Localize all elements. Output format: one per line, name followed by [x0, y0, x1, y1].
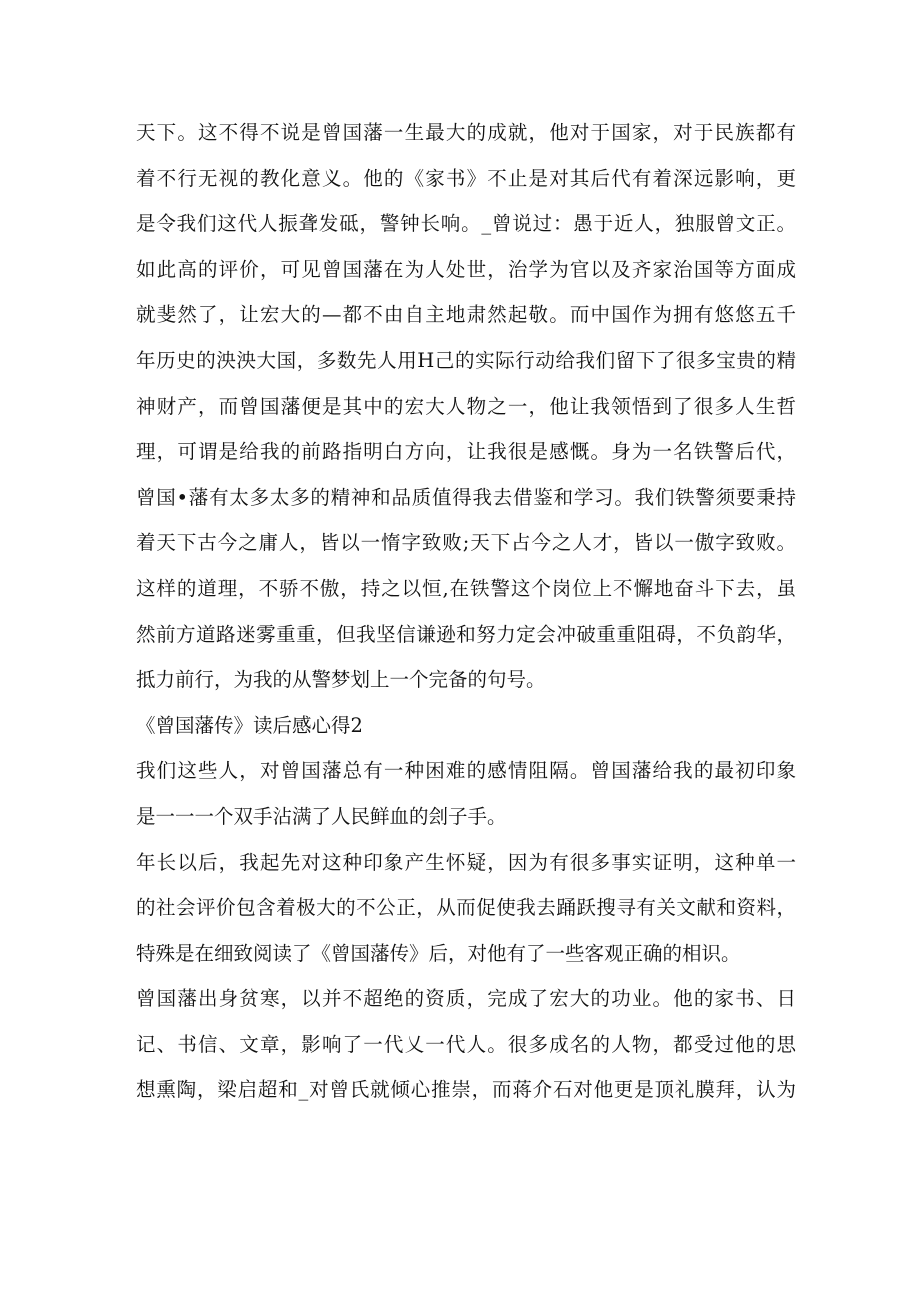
paragraph-1-line-10: 着天下古今之庸人，皆以一惰字致败;天下占今之人才，皆以一傲字致败。: [136, 531, 796, 555]
paragraph-1-line-4: 如此高的评价，可见曾国藩在为人处世，治学为官以及齐家治国等方面成: [136, 257, 796, 281]
paragraph-4-line-1: 曾国藩出身贫寒，以并不超绝的资质，完成了宏大的功业。他的家书、日: [136, 987, 796, 1011]
paragraph-1-line-5: 就斐然了，让宏大的—都不由自主地肃然起敬。而中国作为拥有悠悠五千: [136, 303, 796, 327]
paragraph-3-line-1: 年长以后，我起先对这种印象产生怀疑，因为有很多事实证明，这种单一: [136, 850, 796, 874]
section-heading: 《曾国藩传》读后感心得2: [136, 713, 363, 737]
article-body: [136, 110, 796, 1113]
paragraph-3-line-2: 的社会评价包含着极大的不公正，从而促使我去踊跃搜寻有关文献和资料，: [136, 896, 796, 920]
paragraph-2-line-2: 是一一一个双手沾满了人民鲜血的刽子手。: [136, 804, 507, 828]
paragraph-4-line-2: 记、书信、文章，影响了一代乂一代人。很多成名的人物，都受过他的思: [136, 1032, 796, 1056]
paragraph-1-line-9: 曾国•藩有太多太多的精神和品质值得我去借鉴和学习。我们铁警须要秉持: [136, 485, 796, 509]
paragraph-4-line-3: 想熏陶，梁启超和_对曾氏就倾心推崇，而蒋介石对他更是顶礼膜拜，认为: [136, 1078, 796, 1102]
paragraph-1-line-12: 然前方道路迷雾重重，但我坚信谦逊和努力定会冲破重重阻碍，不负韵华，: [136, 622, 796, 646]
paragraph-3-line-3: 特殊是在细致阅读了《曾国藩传》后，对他有了一些客观正确的相识。: [136, 941, 741, 965]
paragraph-1-line-8: 理，可谓是给我的前路指明白方向，让我很是感慨。身为一名铁警后代，: [136, 440, 796, 464]
paragraph-1-line-7: 神财产，而曾国藩便是其中的宏大人物之一，他让我领悟到了很多人生哲: [136, 394, 796, 418]
paragraph-1-line-3: 是令我们这代人振聋发砥，警钟长响。_曾说过：愚于近人，独服曾文正。: [136, 212, 796, 236]
paragraph-1-line-1: 天下。这不得不说是曾国藩一生最大的成就，他对于国家，对于民族都有: [136, 121, 796, 144]
paragraph-1-line-11: 这样的道理，不骄不傲，持之以恒,在铁警这个岗位上不懈地奋斗下去，虽: [136, 576, 796, 600]
paragraph-1-line-6: 年历史的泱泱大国，多数先人用H己的实际行动给我们留下了很多宝贵的精: [136, 348, 796, 372]
paragraph-2-line-1: 我们这些人，对曾国藩总有一种困难的感情阻隔。曾国藩给我的最初印象: [136, 759, 796, 783]
paragraph-1-line-2: 着不行无视的教化意义。他的《家书》不止是对其后代有着深远影响，更: [136, 166, 796, 190]
paragraph-1-line-13: 抵力前行，为我的从警梦划上一个完备的句号。: [136, 668, 546, 692]
